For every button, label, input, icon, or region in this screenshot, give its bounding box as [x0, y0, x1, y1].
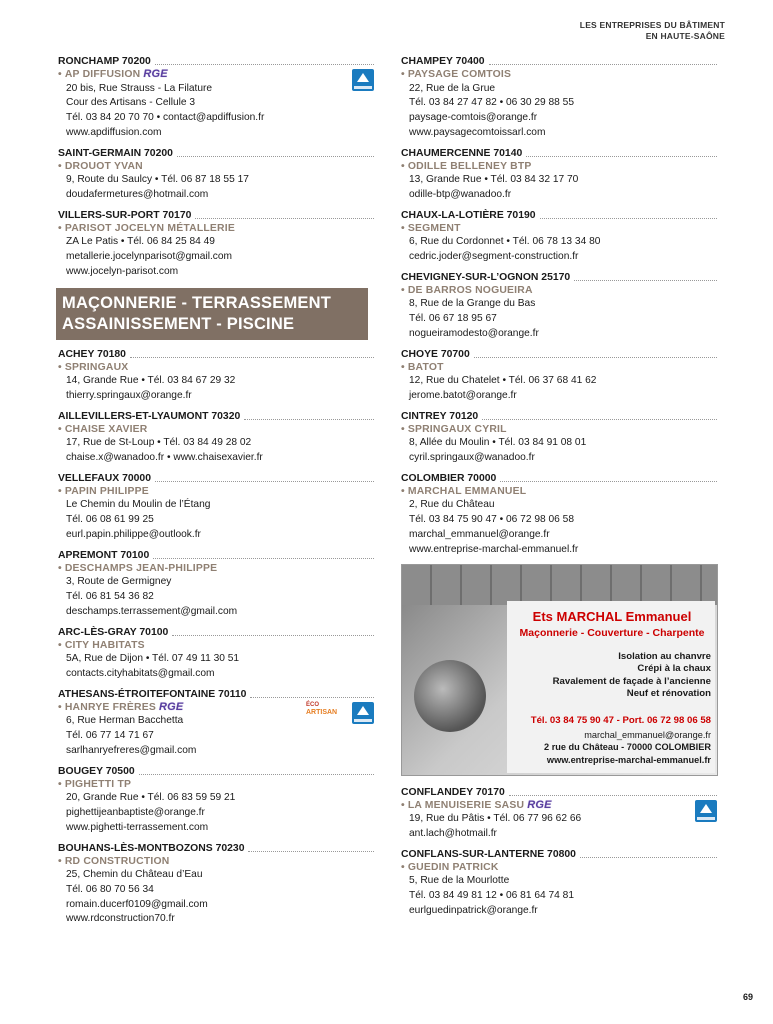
listing-entry — [58, 410, 374, 466]
company-line — [401, 68, 717, 82]
dotted-leader — [244, 419, 374, 420]
company-line — [58, 778, 374, 792]
company-name: DESCHAMPS JEAN-PHILIPPE — [64, 562, 218, 574]
ad-cement-mixer-image — [414, 660, 486, 732]
dotted-leader — [195, 218, 374, 219]
town-name: VILLERS-SUR-PORT 70170 — [58, 209, 192, 221]
left-column — [58, 55, 374, 933]
company-name: BATOT — [407, 361, 444, 373]
company-line — [401, 485, 717, 499]
address-line[interactable]: chaise.x@wanadoo.fr • www.chaisexavier.fr — [66, 452, 263, 464]
bullet-icon: • — [58, 160, 62, 172]
company-name: SPRINGAUX CYRIL — [407, 423, 507, 435]
bullet-icon: • — [58, 361, 62, 373]
bullet-icon: • — [58, 639, 62, 651]
address-line: Tél. 03 84 75 90 47 • 06 72 98 06 58 — [409, 514, 574, 526]
ad-address: 2 rue du Château - 70000 COLOMBIER — [544, 742, 711, 753]
address-line[interactable]: nogueiramodesto@orange.fr — [409, 327, 539, 339]
eco-artisan-logo-icon — [306, 702, 346, 724]
town-heading — [58, 549, 374, 562]
company-line — [58, 485, 374, 499]
advertisement — [401, 564, 718, 776]
listing-entry — [58, 765, 374, 836]
section-banner — [56, 288, 368, 340]
address-line: Tél. 06 77 14 71 67 — [66, 730, 154, 742]
listing-entry — [58, 549, 374, 620]
listing-entry — [58, 209, 374, 280]
company-line — [58, 423, 374, 437]
town-heading — [58, 626, 374, 639]
rge-badge: RGE — [527, 798, 552, 811]
dotted-leader — [482, 419, 717, 420]
company-line — [401, 423, 717, 437]
dotted-leader — [155, 481, 374, 482]
town-name: CHOYE 70700 — [401, 348, 470, 360]
dotted-leader — [250, 697, 374, 698]
town-heading — [401, 410, 717, 423]
listing-entry — [401, 472, 717, 558]
town-heading — [401, 472, 717, 485]
address-line[interactable]: sarlhanryefreres@gmail.com — [66, 744, 197, 756]
right-top-listing — [401, 55, 717, 558]
header-line-2: EN HAUTE-SAÔNE — [645, 31, 725, 41]
address-line: Tél. 06 80 70 56 34 — [66, 883, 154, 895]
company-line — [58, 361, 374, 375]
bullet-icon: • — [58, 855, 62, 867]
address-line: 9, Route du Saulcy • Tél. 06 87 18 55 17 — [66, 174, 249, 186]
company-name: CHAISE XAVIER — [64, 423, 148, 435]
company-line — [58, 855, 374, 869]
address-line[interactable]: marchal_emmanuel@orange.fr — [409, 529, 550, 541]
bullet-icon: • — [58, 485, 62, 497]
address-line: ZA Le Patis • Tél. 06 84 25 84 49 — [66, 236, 215, 248]
company-name: DE BARROS NOGUEIRA — [407, 284, 533, 296]
address-line: 5, Rue de la Mourlotte — [409, 875, 510, 887]
ad-title: Ets MARCHAL Emmanuel — [532, 608, 692, 624]
bullet-icon: • — [401, 69, 405, 80]
town-heading — [58, 147, 374, 160]
header-line-1: LES ENTREPRISES DU BÂTIMENT — [579, 20, 725, 30]
company-name: PARISOT JOCELYN MÉTALLERIE — [64, 222, 235, 234]
eco-label: ÉCO — [306, 701, 320, 708]
address-line: 22, Rue de la Grue — [409, 82, 496, 94]
town-name: CONFLANDEY 70170 — [401, 786, 505, 798]
right-bottom-listing — [401, 786, 717, 919]
bullet-icon: • — [401, 423, 405, 435]
ad-service: Neuf et rénovation — [626, 688, 711, 700]
bullet-icon: • — [58, 69, 62, 80]
dotted-leader — [474, 357, 717, 358]
company-name: AP DIFFUSION — [64, 69, 141, 80]
listing-entry — [401, 209, 717, 265]
listing-entry — [58, 147, 374, 203]
address-line: Tél. 06 67 18 95 67 — [409, 313, 497, 325]
dotted-leader — [526, 156, 717, 157]
ad-contact — [544, 729, 711, 767]
bullet-icon: • — [401, 160, 405, 172]
address-line: Le Chemin du Moulin de l’Étang — [66, 499, 211, 511]
dotted-leader — [130, 357, 374, 358]
company-line — [58, 68, 374, 82]
town-name: AILLEVILLERS-ET-LYAUMONT 70320 — [58, 410, 241, 422]
listing-entry — [401, 410, 717, 466]
listing-entry — [401, 147, 717, 203]
company-name: DROUOT YVAN — [64, 160, 143, 172]
company-name: LA MENUISERIE SASU — [407, 799, 525, 811]
dotted-leader — [155, 64, 374, 65]
address-line: 17, Rue de St-Loup • Tél. 03 84 49 28 02 — [66, 437, 252, 449]
company-name: PAPIN PHILIPPE — [64, 485, 149, 497]
address-line: Cour des Artisans - Cellule 3 — [66, 97, 196, 109]
address-line: 25, Chemin du Château d’Eau — [66, 869, 203, 881]
ad-website[interactable]: www.entreprise-marchal-emmanuel.fr — [546, 754, 711, 765]
ad-services — [553, 651, 711, 701]
bullet-icon: • — [58, 701, 62, 713]
town-heading — [401, 848, 717, 861]
town-name: RONCHAMP 70200 — [58, 56, 151, 67]
bullet-icon: • — [401, 222, 405, 234]
ad-email[interactable]: marchal_emmanuel@orange.fr — [584, 729, 711, 740]
town-heading — [58, 348, 374, 361]
company-line — [58, 222, 374, 236]
address-line[interactable]: cyril.springaux@wanadoo.fr — [409, 452, 535, 464]
town-heading — [401, 786, 717, 799]
section-banner-line-2: ASSAINISSEMENT - PISCINE — [62, 314, 295, 333]
listing-entry — [401, 786, 717, 842]
company-line — [401, 160, 717, 174]
dotted-leader — [153, 558, 374, 559]
town-heading — [401, 147, 717, 160]
town-name: VELLEFAUX 70000 — [58, 472, 151, 484]
address-line[interactable]: www.entreprise-marchal-emmanuel.fr — [409, 543, 579, 555]
address-line: 14, Grande Rue • Tél. 03 84 67 29 32 — [66, 375, 236, 387]
town-name: ARC-LÈS-GRAY 70100 — [58, 626, 169, 638]
listing-entry — [401, 348, 717, 404]
ad-service: Ravalement de façade à l’ancienne — [552, 675, 711, 687]
dotted-leader — [580, 857, 717, 858]
town-name: CONFLANS-SUR-LANTERNE 70800 — [401, 848, 576, 860]
address-line[interactable]: pighettijeanbaptiste@orange.fr — [66, 806, 205, 818]
company-line — [401, 361, 717, 375]
company-name: GUEDIN PATRICK — [407, 861, 499, 873]
dotted-leader — [489, 64, 717, 65]
address-line: Tél. 03 84 27 47 82 • 06 30 29 88 55 — [409, 97, 574, 109]
address-line[interactable]: thierry.springaux@orange.fr — [66, 389, 192, 401]
town-name: CHAUX-LA-LOTIÈRE 70190 — [401, 209, 536, 221]
address-line[interactable]: contacts.cityhabitats@gmail.com — [66, 667, 215, 679]
dotted-leader — [177, 156, 374, 157]
address-line: 12, Rue du Chatelet • Tél. 06 37 68 41 62 — [409, 375, 597, 387]
address-line: 20, Grande Rue • Tél. 06 83 59 59 21 — [66, 792, 236, 804]
listing-entry — [401, 55, 717, 141]
address-line: 2, Rue du Château — [409, 499, 495, 511]
bullet-icon: • — [401, 861, 405, 873]
address-line: 6, Rue du Cordonnet • Tél. 06 78 13 34 80 — [409, 236, 601, 248]
town-heading — [58, 410, 374, 423]
listing-entry — [58, 688, 374, 759]
company-name: HANRYE FRÈRES — [64, 701, 156, 713]
address-line: Tél. 06 81 54 36 82 — [66, 591, 154, 603]
town-heading — [401, 271, 717, 284]
company-name: PIGHETTI TP — [64, 778, 132, 790]
company-line — [58, 160, 374, 174]
company-name: CITY HABITATS — [64, 639, 145, 651]
company-name: RD CONSTRUCTION — [64, 855, 170, 867]
town-name: COLOMBIER 70000 — [401, 472, 497, 484]
dotted-leader — [172, 635, 374, 636]
address-line[interactable]: www.rdconstruction70.fr — [66, 913, 175, 925]
bullet-icon: • — [401, 799, 405, 811]
address-line[interactable]: www.pighetti-terrassement.com — [66, 821, 209, 833]
page-number: 69 — [742, 992, 753, 1002]
left-top-listing — [58, 55, 374, 280]
address-line[interactable]: romain.ducerf0109@gmail.com — [66, 898, 208, 910]
company-line — [58, 639, 374, 653]
qualibat-logo-icon — [352, 69, 374, 91]
listing-entry — [401, 848, 717, 919]
bullet-icon: • — [58, 222, 62, 234]
address-line: 5A, Rue de Dijon • Tél. 07 49 11 30 51 — [66, 653, 240, 665]
ad-brick-wall — [402, 565, 717, 605]
rge-badge: RGE — [158, 700, 184, 713]
qualibat-logo-icon — [352, 702, 374, 724]
company-line — [401, 861, 717, 875]
ad-service: Crépi à la chaux — [637, 663, 711, 675]
town-name: CHAUMERCENNE 70140 — [401, 147, 523, 159]
address-line: 3, Route de Germigney — [66, 576, 172, 588]
town-heading — [401, 209, 717, 222]
address-line[interactable]: www.paysagecomtoissarl.com — [409, 126, 546, 138]
artisan-label: ARTISAN — [306, 708, 338, 716]
company-name: SPRINGAUX — [64, 361, 129, 373]
company-name: ODILLE BELLENEY BTP — [407, 160, 532, 172]
listing-entry — [58, 472, 374, 543]
town-name: SAINT-GERMAIN 70200 — [58, 147, 173, 159]
town-heading — [58, 688, 374, 701]
qualibat-logo-icon — [695, 800, 717, 822]
town-name: BOUGEY 70500 — [58, 765, 135, 777]
address-line[interactable]: www.apdiffusion.com — [66, 126, 162, 138]
address-line: 20 bis, Rue Strauss - La Filature — [66, 82, 213, 94]
dotted-leader — [139, 774, 374, 775]
listing-entry — [58, 348, 374, 404]
dotted-leader — [509, 795, 717, 796]
bullet-icon: • — [58, 423, 62, 435]
address-line: 8, Allée du Moulin • Tél. 03 84 91 08 01 — [409, 437, 587, 449]
rge-badge: RGE — [143, 68, 168, 80]
left-bottom-listing — [58, 348, 374, 928]
town-heading — [58, 842, 374, 855]
town-name: BOUHANS-LÈS-MONTBOZONS 70230 — [58, 842, 245, 854]
address-line[interactable]: Tél. 03 84 20 70 70 • contact@apdiffusion.fr — [66, 112, 265, 124]
bullet-icon: • — [401, 485, 405, 497]
address-line: 19, Rue du Pâtis • Tél. 06 77 96 62 66 — [409, 813, 582, 825]
town-name: CINTREY 70120 — [401, 410, 479, 422]
right-column — [401, 55, 717, 925]
listing-entry — [58, 55, 374, 141]
company-name: MARCHAL EMMANUEL — [407, 485, 527, 497]
ad-service: Isolation au chanvre — [618, 650, 711, 662]
company-line — [58, 562, 374, 576]
address-line: Tél. 03 84 49 81 12 • 06 81 64 74 81 — [409, 890, 574, 902]
company-line — [401, 284, 717, 298]
bullet-icon: • — [58, 562, 62, 574]
address-line[interactable]: eurl.papin.philippe@outlook.fr — [66, 528, 201, 540]
town-name: ACHEY 70180 — [58, 348, 126, 360]
bullet-icon: • — [401, 361, 405, 373]
address-line: 8, Rue de la Grange du Bas — [409, 298, 536, 310]
town-heading — [401, 348, 717, 361]
page-header — [580, 20, 725, 42]
company-line — [401, 799, 717, 813]
company-name: SEGMENT — [407, 222, 461, 234]
town-heading — [58, 765, 374, 778]
bullet-icon: • — [401, 284, 405, 296]
address-line[interactable]: metallerie.jocelynparisot@gmail.com — [66, 251, 233, 263]
address-line[interactable]: jerome.batot@orange.fr — [409, 390, 517, 402]
company-name: PAYSAGE COMTOIS — [407, 69, 512, 80]
bullet-icon: • — [58, 778, 62, 790]
town-name: ATHESANS-ÉTROITEFONTAINE 70110 — [58, 688, 247, 700]
dotted-leader — [248, 851, 374, 852]
address-line[interactable]: www.jocelyn-parisot.com — [66, 265, 179, 277]
ad-phone: Tél. 03 84 75 90 47 - Port. 06 72 98 06 58 — [530, 714, 711, 726]
town-name: APREMONT 70100 — [58, 549, 150, 561]
ad-subtitle: Maçonnerie - Couverture - Charpente — [519, 626, 705, 639]
company-line — [401, 222, 717, 236]
address-line[interactable]: cedric.joder@segment-construction.fr — [409, 251, 579, 263]
address-line[interactable]: ant.lach@hotmail.fr — [409, 827, 497, 839]
dotted-leader — [574, 280, 717, 281]
listing-entry — [401, 271, 717, 342]
address-line[interactable]: deschamps.terrassement@gmail.com — [66, 605, 238, 617]
dotted-leader — [500, 481, 717, 482]
address-line[interactable]: odille-btp@wanadoo.fr — [409, 188, 512, 200]
address-line[interactable]: doudafermetures@hotmail.com — [66, 188, 209, 200]
town-name: CHEVIGNEY-SUR-L’OGNON 25170 — [401, 271, 571, 283]
town-heading — [401, 55, 717, 68]
address-line: 13, Grande Rue • Tél. 03 84 32 17 70 — [409, 174, 579, 186]
section-banner-line-1: MAÇONNERIE - TERRASSEMENT — [62, 293, 332, 312]
listing-entry — [58, 842, 374, 928]
address-line[interactable]: paysage-comtois@orange.fr — [409, 112, 538, 124]
town-heading — [58, 209, 374, 222]
dotted-leader — [540, 218, 717, 219]
address-line: 6, Rue Herman Bacchetta — [66, 715, 184, 727]
address-line: Tél. 06 08 61 99 25 — [66, 514, 154, 526]
town-name: CHAMPEY 70400 — [401, 56, 485, 67]
town-heading — [58, 472, 374, 485]
address-line[interactable]: eurlguedinpatrick@orange.fr — [409, 904, 538, 916]
town-heading — [58, 55, 374, 68]
listing-entry — [58, 626, 374, 682]
